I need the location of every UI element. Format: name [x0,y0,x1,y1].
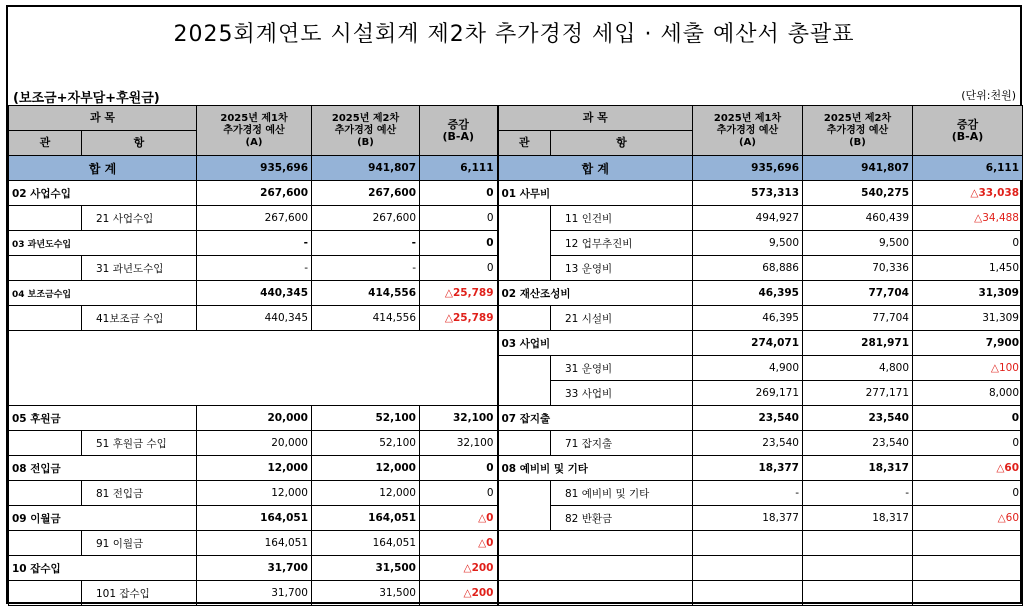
budget-summary-sheet [6,5,1022,604]
header-gwan-income: 관 [9,131,82,156]
expense-value-a: 46,395 [693,306,803,331]
income-gwan-name: 04 보조금수입 [9,281,197,306]
empty-cell [803,556,913,581]
income-value-a: 164,051 [197,531,312,556]
expense-value-a: 4,900 [693,356,803,381]
income-gwan-blank [9,581,82,606]
income-hang-name: 21 사업수입 [82,206,197,231]
empty-cell [803,531,913,556]
header-text: 추가경정 예산 [716,124,779,136]
total-b-expense: 941,807 [803,156,913,181]
header-text: 2025년 제1차 [220,112,288,124]
empty-cell [803,581,913,606]
expense-value-a: 68,886 [693,256,803,281]
expense-value-a: - [693,481,803,506]
income-value-a: 12,000 [197,456,312,481]
empty-cell [913,581,1023,606]
header-text: (A) [245,136,263,148]
income-value-a: 12,000 [197,481,312,506]
income-gwan-name: 10 잡수입 [9,556,197,581]
empty-cell [693,556,803,581]
expense-value-b: 281,971 [803,331,913,356]
expense-gwan-blank [498,206,551,281]
header-text: (B) [357,136,374,148]
income-gwan-name: 03 과년도수입 [9,231,197,256]
header-text: 증감 [956,117,979,131]
expense-value-b: 18,317 [803,506,913,531]
income-value-b: 52,100 [312,431,420,456]
income-hang-name: 101 잡수입 [82,581,197,606]
income-value-b: 52,100 [312,406,420,431]
expense-hang-name: 21 시설비 [551,306,693,331]
header-col-a-income [197,106,312,156]
income-value-b: 414,556 [312,306,420,331]
income-gwan-name: 02 사업수입 [9,181,197,206]
expense-diff: 31,309 [913,281,1023,306]
expense-diff: 7,900 [913,331,1023,356]
table-row [9,331,1023,356]
expense-hang-name: 82 반환금 [551,506,693,531]
header-text: 추가경정 예산 [223,124,285,136]
table-row [9,306,1023,331]
header-diff-income [420,106,498,156]
income-value-b: 12,000 [312,481,420,506]
table-row [9,206,1023,231]
header-text: (B-A) [442,129,475,143]
income-gwan-blank [9,306,82,331]
expense-gwan-blank [498,431,551,456]
empty-cell [913,531,1023,556]
expense-hang-name: 13 운영비 [551,256,693,281]
header-text: 추가경정 예산 [826,124,889,136]
income-diff: 32,100 [420,431,498,456]
table-row [9,181,1023,206]
table-row [9,406,1023,431]
income-value-a: 31,700 [197,581,312,606]
expense-value-a: 23,540 [693,431,803,456]
income-value-a: 267,600 [197,206,312,231]
income-gwan-name: 08 전입금 [9,456,197,481]
expense-diff: 0 [913,231,1023,256]
income-value-b: 267,600 [312,181,420,206]
income-value-b: 12,000 [312,456,420,481]
table-row [9,456,1023,481]
expense-diff: 31,309 [913,306,1023,331]
header-text: (A) [739,136,756,148]
header-text: 2025년 제1차 [713,112,782,124]
expense-diff: 0 [913,431,1023,456]
expense-value-b: 9,500 [803,231,913,256]
budget-table [8,105,1023,606]
income-gwan-blank [9,256,82,281]
income-diff: △25,789 [420,306,498,331]
expense-diff: △60 [913,506,1023,531]
income-diff: △0 [420,531,498,556]
empty-cell [913,556,1023,581]
income-hang-name: 41보조금 수입 [82,306,197,331]
income-diff: △25,789 [420,281,498,306]
budget-body [9,181,1023,606]
empty-cell [498,556,693,581]
expense-value-b: 277,171 [803,381,913,406]
expense-hang-name: 12 업무추진비 [551,231,693,256]
header-gwamok-income: 과 목 [9,106,197,131]
table-row [9,281,1023,306]
expense-value-b: 4,800 [803,356,913,381]
header-hang-expense: 항 [551,131,693,156]
income-hang-name: 51 후원금 수입 [82,431,197,456]
expense-hang-name: 81 예비비 및 기타 [551,481,693,506]
expense-gwan-blank [498,481,551,531]
header-col-a-expense [693,106,803,156]
header-text: (B) [849,136,866,148]
income-hang-name: 81 전입금 [82,481,197,506]
expense-diff: △100 [913,356,1023,381]
total-a-expense: 935,696 [693,156,803,181]
expense-value-b: 540,275 [803,181,913,206]
header-text: 2025년 제2차 [331,112,400,124]
expense-hang-name: 31 운영비 [551,356,693,381]
income-diff: △0 [420,506,498,531]
expense-diff: △60 [913,456,1023,481]
expense-gwan-name: 08 예비비 및 기타 [498,456,693,481]
expense-value-b: - [803,481,913,506]
header-gwamok-expense: 과 목 [498,106,693,131]
header-col-b-income [312,106,420,156]
income-value-a: 440,345 [197,306,312,331]
total-label-income: 합 계 [9,156,197,181]
income-diff: 32,100 [420,406,498,431]
empty-cell [498,531,693,556]
expense-value-b: 18,317 [803,456,913,481]
expense-value-a: 46,395 [693,281,803,306]
total-row [9,156,1023,181]
income-diff: 0 [420,206,498,231]
expense-hang-name: 33 사업비 [551,381,693,406]
expense-value-a: 274,071 [693,331,803,356]
income-diff: △200 [420,581,498,606]
expense-diff: △34,488 [913,206,1023,231]
total-b-income: 941,807 [312,156,420,181]
income-diff: 0 [420,256,498,281]
expense-diff: 1,450 [913,256,1023,281]
income-hang-name: 91 이월금 [82,531,197,556]
expense-hang-name: 11 인건비 [551,206,693,231]
empty-cell [693,531,803,556]
income-diff: △200 [420,556,498,581]
expense-diff: 8,000 [913,381,1023,406]
expense-value-b: 460,439 [803,206,913,231]
header-text: 추가경정 예산 [334,124,397,136]
expense-value-a: 23,540 [693,406,803,431]
income-value-a: 164,051 [197,506,312,531]
income-gwan-blank [9,531,82,556]
income-value-b: 31,500 [312,556,420,581]
income-value-b: - [312,231,420,256]
expense-value-a: 18,377 [693,506,803,531]
income-value-a: - [197,256,312,281]
expense-gwan-name: 02 재산조성비 [498,281,693,306]
expense-value-b: 23,540 [803,431,913,456]
income-value-a: 31,700 [197,556,312,581]
table-row [9,531,1023,556]
expense-gwan-name: 07 잡지출 [498,406,693,431]
expense-diff: 0 [913,481,1023,506]
unit-label: (단위:천원) [961,89,1016,102]
header-diff-expense [913,106,1023,156]
header-text: 2025년 제2차 [823,112,892,124]
header-hang-income: 항 [82,131,197,156]
expense-value-a: 9,500 [693,231,803,256]
income-value-b: 164,051 [312,506,420,531]
header-row-1 [9,106,1023,131]
income-diff: 0 [420,231,498,256]
header-col-b-expense [803,106,913,156]
income-diff: 0 [420,481,498,506]
expense-value-b: 23,540 [803,406,913,431]
income-gwan-blank [9,431,82,456]
expense-value-a: 494,927 [693,206,803,231]
income-gwan-blank [9,481,82,506]
income-value-b: 414,556 [312,281,420,306]
total-label-expense: 합 계 [498,156,693,181]
table-row [9,581,1023,606]
income-value-b: 31,500 [312,581,420,606]
income-gwan-name: 09 이월금 [9,506,197,531]
total-a-income: 935,696 [197,156,312,181]
income-value-b: 164,051 [312,531,420,556]
expense-gwan-blank [498,306,551,331]
income-gwan-name: 05 후원금 [9,406,197,431]
income-value-a: 20,000 [197,431,312,456]
income-diff: 0 [420,456,498,481]
header-text: 증감 [447,117,469,131]
income-value-a: 267,600 [197,181,312,206]
left-spacer [9,331,498,406]
table-row [9,556,1023,581]
income-value-b: - [312,256,420,281]
expense-hang-name: 71 잡지출 [551,431,693,456]
expense-diff: 0 [913,406,1023,431]
expense-value-a: 269,171 [693,381,803,406]
expense-gwan-name: 03 사업비 [498,331,693,356]
table-row [9,431,1023,456]
page-title: 2025회계연도 시설회계 제2차 추가경정 세입 · 세출 예산서 총괄표 [173,22,855,47]
income-diff: 0 [420,181,498,206]
income-gwan-blank [9,206,82,231]
expense-diff: △33,038 [913,181,1023,206]
income-value-a: 440,345 [197,281,312,306]
expense-gwan-name: 01 사무비 [498,181,693,206]
empty-cell [693,581,803,606]
expense-value-b: 70,336 [803,256,913,281]
funding-source-label: (보조금+자부담+후원금) [13,91,160,106]
income-value-b: 267,600 [312,206,420,231]
empty-cell [498,581,693,606]
income-value-a: 20,000 [197,406,312,431]
total-diff-income: 6,111 [420,156,498,181]
income-hang-name: 31 과년도수입 [82,256,197,281]
income-value-a: - [197,231,312,256]
expense-gwan-blank [498,356,551,406]
expense-value-a: 573,313 [693,181,803,206]
header-gwan-expense: 관 [498,131,551,156]
expense-value-b: 77,704 [803,281,913,306]
expense-value-a: 18,377 [693,456,803,481]
header-text: (B-A) [951,129,984,143]
total-diff-expense: 6,111 [913,156,1023,181]
expense-value-b: 77,704 [803,306,913,331]
table-row [9,481,1023,506]
